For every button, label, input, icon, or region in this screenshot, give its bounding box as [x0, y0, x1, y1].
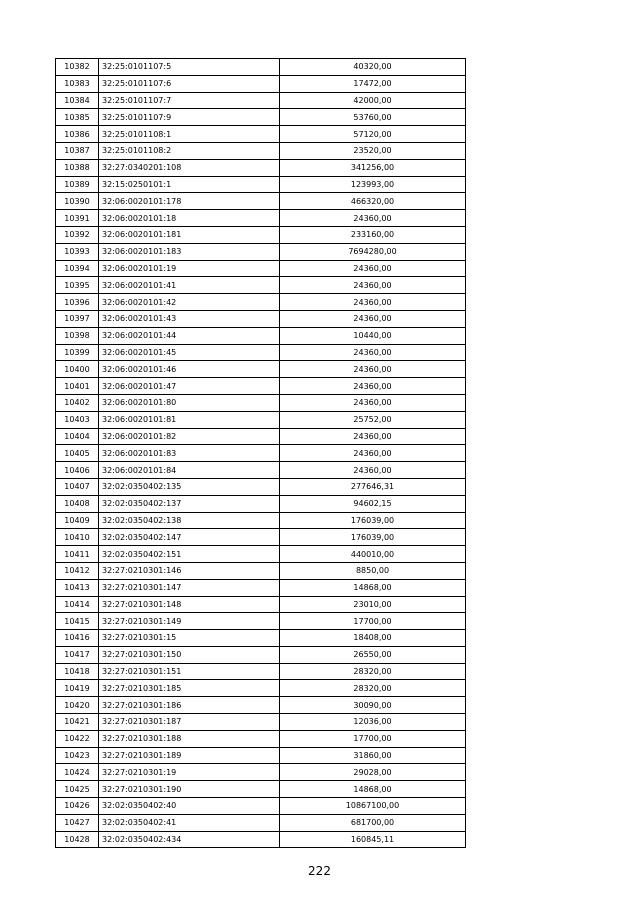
row-number-cell: 10409: [56, 512, 99, 529]
cadastral-number-cell: 32:27:0210301:150: [99, 646, 280, 663]
table-row: [56, 394, 466, 411]
row-number-cell: 10403: [56, 411, 99, 428]
table-row: [56, 781, 466, 798]
table-row: [56, 378, 466, 395]
row-number-cell: 10402: [56, 394, 99, 411]
row-number-cell: 10396: [56, 294, 99, 311]
row-number-cell: 10410: [56, 529, 99, 546]
value-cell: 681700,00: [280, 814, 466, 831]
cadastral-number-cell: 32:06:0020101:42: [99, 294, 280, 311]
table-row: [56, 176, 466, 193]
row-number-cell: 10398: [56, 327, 99, 344]
value-cell: 10867100,00: [280, 798, 466, 815]
value-cell: 24360,00: [280, 260, 466, 277]
page-number: 222: [308, 864, 331, 878]
table-row: [56, 697, 466, 714]
row-number-cell: 10392: [56, 226, 99, 243]
table-row: [56, 109, 466, 126]
cadastral-number-cell: 32:06:0020101:18: [99, 210, 280, 227]
table-row: [56, 730, 466, 747]
table-row: [56, 814, 466, 831]
value-cell: 28320,00: [280, 663, 466, 680]
value-cell: 30090,00: [280, 697, 466, 714]
value-cell: 17472,00: [280, 75, 466, 92]
table-row: [56, 75, 466, 92]
value-cell: 24360,00: [280, 310, 466, 327]
cadastral-number-cell: 32:02:0350402:135: [99, 478, 280, 495]
row-number-cell: 10394: [56, 260, 99, 277]
row-number-cell: 10418: [56, 663, 99, 680]
row-number-cell: 10419: [56, 680, 99, 697]
cadastral-number-cell: 32:06:0020101:41: [99, 277, 280, 294]
row-number-cell: 10414: [56, 596, 99, 613]
cadastral-number-cell: 32:25:0101107:6: [99, 75, 280, 92]
value-cell: 24360,00: [280, 394, 466, 411]
cadastral-number-cell: 32:27:0210301:185: [99, 680, 280, 697]
row-number-cell: 10412: [56, 562, 99, 579]
row-number-cell: 10416: [56, 630, 99, 647]
table-row: [56, 344, 466, 361]
row-number-cell: 10417: [56, 646, 99, 663]
row-number-cell: 10411: [56, 546, 99, 563]
row-number-cell: 10395: [56, 277, 99, 294]
table-row: [56, 747, 466, 764]
value-cell: 24360,00: [280, 210, 466, 227]
value-cell: 12036,00: [280, 714, 466, 731]
cadastral-number-cell: 32:06:0020101:84: [99, 462, 280, 479]
table-row: [56, 529, 466, 546]
row-number-cell: 10401: [56, 378, 99, 395]
row-number-cell: 10399: [56, 344, 99, 361]
value-cell: 24360,00: [280, 462, 466, 479]
cadastral-number-cell: 32:06:0020101:181: [99, 226, 280, 243]
row-number-cell: 10421: [56, 714, 99, 731]
row-number-cell: 10428: [56, 831, 99, 848]
value-cell: 24360,00: [280, 294, 466, 311]
row-number-cell: 10384: [56, 92, 99, 109]
row-number-cell: 10420: [56, 697, 99, 714]
table-row: [56, 831, 466, 848]
table-row: [56, 546, 466, 563]
cadastral-number-cell: 32:27:0210301:186: [99, 697, 280, 714]
row-number-cell: 10405: [56, 445, 99, 462]
value-cell: 8850,00: [280, 562, 466, 579]
row-number-cell: 10413: [56, 579, 99, 596]
cadastral-number-cell: 32:02:0350402:41: [99, 814, 280, 831]
value-cell: 24360,00: [280, 428, 466, 445]
cadastral-number-cell: 32:06:0020101:44: [99, 327, 280, 344]
table-row: [56, 92, 466, 109]
cadastral-number-cell: 32:27:0210301:189: [99, 747, 280, 764]
cadastral-number-cell: 32:27:0210301:149: [99, 613, 280, 630]
table-row: [56, 445, 466, 462]
value-cell: 53760,00: [280, 109, 466, 126]
row-number-cell: 10397: [56, 310, 99, 327]
cadastral-number-cell: 32:27:0210301:15: [99, 630, 280, 647]
cadastral-number-cell: 32:27:0210301:148: [99, 596, 280, 613]
cadastral-number-cell: 32:06:0020101:46: [99, 361, 280, 378]
value-cell: 24360,00: [280, 344, 466, 361]
row-number-cell: 10385: [56, 109, 99, 126]
value-cell: 94602,15: [280, 495, 466, 512]
cadastral-number-cell: 32:06:0020101:43: [99, 310, 280, 327]
row-number-cell: 10382: [56, 59, 99, 76]
table-row: [56, 142, 466, 159]
value-cell: 23010,00: [280, 596, 466, 613]
cadastral-number-cell: 32:06:0020101:178: [99, 193, 280, 210]
table-row: [56, 59, 466, 76]
table-row: [56, 764, 466, 781]
row-number-cell: 10408: [56, 495, 99, 512]
cadastral-number-cell: 32:02:0350402:151: [99, 546, 280, 563]
cadastral-number-cell: 32:02:0350402:147: [99, 529, 280, 546]
row-number-cell: 10406: [56, 462, 99, 479]
value-cell: 29028,00: [280, 764, 466, 781]
row-number-cell: 10386: [56, 126, 99, 143]
value-cell: 14868,00: [280, 781, 466, 798]
table-row: [56, 579, 466, 596]
cadastral-number-cell: 32:25:0101107:7: [99, 92, 280, 109]
table-row: [56, 361, 466, 378]
cadastral-number-cell: 32:27:0210301:147: [99, 579, 280, 596]
cadastral-number-cell: 32:06:0020101:81: [99, 411, 280, 428]
table-row: [56, 428, 466, 445]
table-row: [56, 596, 466, 613]
value-cell: 14868,00: [280, 579, 466, 596]
row-number-cell: 10393: [56, 243, 99, 260]
table-row: [56, 226, 466, 243]
cadastral-number-cell: 32:27:0210301:146: [99, 562, 280, 579]
table-row: [56, 260, 466, 277]
cadastral-number-cell: 32:27:0210301:19: [99, 764, 280, 781]
value-cell: 176039,00: [280, 529, 466, 546]
value-cell: 466320,00: [280, 193, 466, 210]
cadastral-number-cell: 32:06:0020101:45: [99, 344, 280, 361]
value-cell: 7694280,00: [280, 243, 466, 260]
cadastral-number-cell: 32:06:0020101:47: [99, 378, 280, 395]
cadastral-number-cell: 32:27:0210301:187: [99, 714, 280, 731]
row-number-cell: 10407: [56, 478, 99, 495]
cadastral-number-cell: 32:06:0020101:19: [99, 260, 280, 277]
table-row: [56, 680, 466, 697]
row-number-cell: 10390: [56, 193, 99, 210]
cadastral-number-cell: 32:27:0340201:108: [99, 159, 280, 176]
value-cell: 160845,11: [280, 831, 466, 848]
cadastral-number-cell: 32:06:0020101:82: [99, 428, 280, 445]
table-row: [56, 243, 466, 260]
cadastral-number-cell: 32:06:0020101:83: [99, 445, 280, 462]
row-number-cell: 10387: [56, 142, 99, 159]
cadastral-number-cell: 32:02:0350402:137: [99, 495, 280, 512]
row-number-cell: 10400: [56, 361, 99, 378]
value-cell: 57120,00: [280, 126, 466, 143]
cadastral-number-cell: 32:15:0250101:1: [99, 176, 280, 193]
value-cell: 18408,00: [280, 630, 466, 647]
table-row: [56, 663, 466, 680]
value-cell: 28320,00: [280, 680, 466, 697]
table-row: [56, 798, 466, 815]
table-row: [56, 310, 466, 327]
table-row: [56, 462, 466, 479]
cadastral-number-cell: 32:25:0101107:9: [99, 109, 280, 126]
cadastral-number-cell: 32:25:0101108:2: [99, 142, 280, 159]
value-cell: 17700,00: [280, 730, 466, 747]
value-cell: 17700,00: [280, 613, 466, 630]
table-row: [56, 714, 466, 731]
row-number-cell: 10426: [56, 798, 99, 815]
value-cell: 277646,31: [280, 478, 466, 495]
cadastral-number-cell: 32:06:0020101:80: [99, 394, 280, 411]
table-row: [56, 512, 466, 529]
value-cell: 31860,00: [280, 747, 466, 764]
cadastral-number-cell: 32:27:0210301:188: [99, 730, 280, 747]
value-cell: 341256,00: [280, 159, 466, 176]
row-number-cell: 10383: [56, 75, 99, 92]
value-cell: 26550,00: [280, 646, 466, 663]
row-number-cell: 10389: [56, 176, 99, 193]
value-cell: 25752,00: [280, 411, 466, 428]
value-cell: 10440,00: [280, 327, 466, 344]
value-cell: 233160,00: [280, 226, 466, 243]
cadastral-number-cell: 32:02:0350402:138: [99, 512, 280, 529]
table-row: [56, 210, 466, 227]
row-number-cell: 10423: [56, 747, 99, 764]
cadastral-number-cell: 32:02:0350402:40: [99, 798, 280, 815]
value-cell: 24360,00: [280, 277, 466, 294]
value-cell: 440010,00: [280, 546, 466, 563]
value-cell: 40320,00: [280, 59, 466, 76]
table-row: [56, 193, 466, 210]
value-cell: 24360,00: [280, 361, 466, 378]
table-row: [56, 613, 466, 630]
table-row: [56, 159, 466, 176]
table-row: [56, 478, 466, 495]
table-row: [56, 277, 466, 294]
row-number-cell: 10424: [56, 764, 99, 781]
value-cell: 24360,00: [280, 445, 466, 462]
cadastral-number-cell: 32:25:0101107:5: [99, 59, 280, 76]
row-number-cell: 10404: [56, 428, 99, 445]
table-row: [56, 495, 466, 512]
table-row: [56, 294, 466, 311]
value-cell: 23520,00: [280, 142, 466, 159]
row-number-cell: 10427: [56, 814, 99, 831]
row-number-cell: 10391: [56, 210, 99, 227]
row-number-cell: 10388: [56, 159, 99, 176]
table-row: [56, 646, 466, 663]
row-number-cell: 10422: [56, 730, 99, 747]
cadastral-value-table: [55, 58, 466, 848]
cadastral-number-cell: 32:02:0350402:434: [99, 831, 280, 848]
table-row: [56, 327, 466, 344]
cadastral-number-cell: 32:27:0210301:151: [99, 663, 280, 680]
cadastral-number-cell: 32:27:0210301:190: [99, 781, 280, 798]
row-number-cell: 10425: [56, 781, 99, 798]
table-row: [56, 630, 466, 647]
table-row: [56, 411, 466, 428]
value-cell: 123993,00: [280, 176, 466, 193]
value-cell: 176039,00: [280, 512, 466, 529]
row-number-cell: 10415: [56, 613, 99, 630]
table-body: [56, 59, 466, 848]
cadastral-number-cell: 32:06:0020101:183: [99, 243, 280, 260]
value-cell: 24360,00: [280, 378, 466, 395]
table-row: [56, 562, 466, 579]
value-cell: 42000,00: [280, 92, 466, 109]
table-row: [56, 126, 466, 143]
cadastral-number-cell: 32:25:0101108:1: [99, 126, 280, 143]
